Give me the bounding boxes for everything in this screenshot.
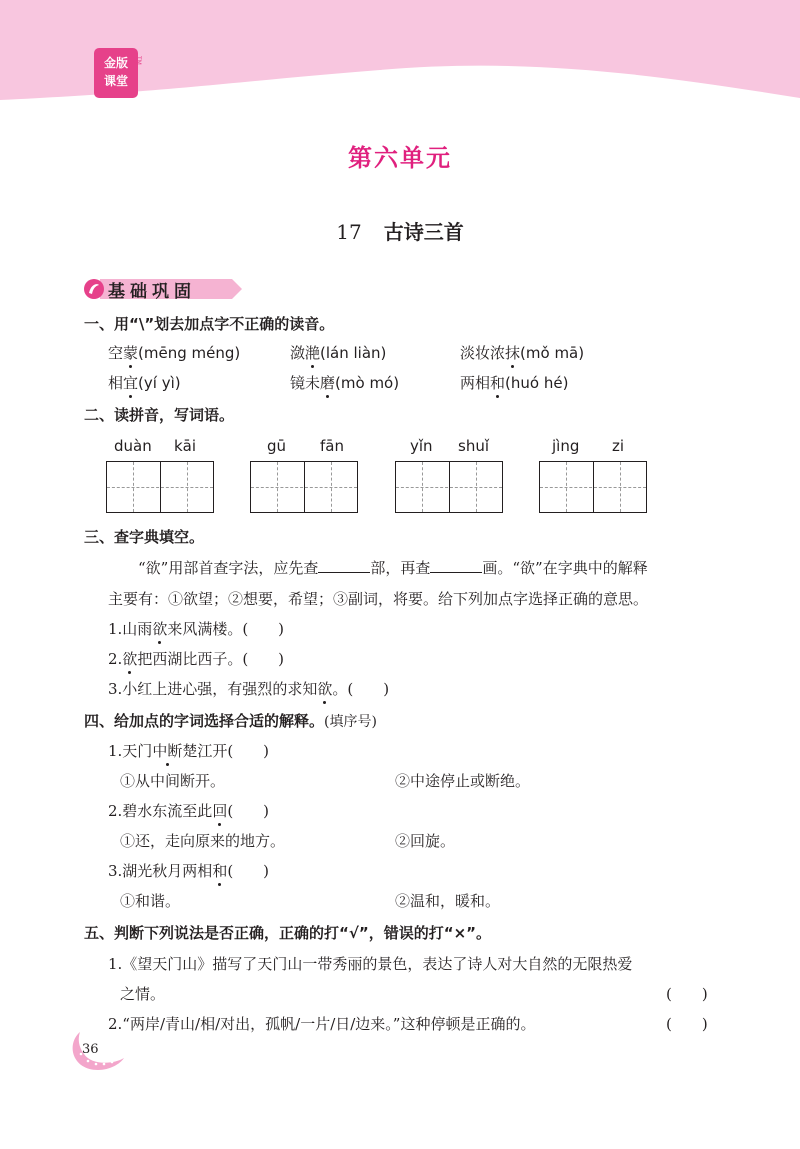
q4-item-3-option-2: ②温和，暖和。: [395, 892, 501, 910]
q2-pinyin-2a: gū: [267, 437, 287, 455]
lesson-name: 古诗三首: [383, 220, 464, 244]
q1-item-2: 潋滟(lán liàn): [290, 344, 387, 362]
q2-pinyin-3b: shuǐ: [458, 437, 489, 455]
q3-paragraph-line1: “欲”用部首查字法，应先查 部，再查 画。“欲”在字典中的解释: [138, 559, 648, 577]
q5-item-2-answer[interactable]: ( ): [666, 1015, 708, 1033]
q4-item-2-option-1: ①还，走向原来的地方。: [120, 832, 286, 850]
q3-blank-radical[interactable]: [318, 558, 370, 573]
q1-item-4: 相宜(yí yì): [108, 374, 181, 392]
unit-title: 第六单元: [348, 144, 452, 172]
q1-item-1: 空蒙(mēng méng): [108, 344, 241, 362]
publisher-logo: 金版 课堂 TM: [94, 48, 138, 98]
q4-item-1-option-2: ②中途停止或断绝。: [395, 772, 531, 790]
q5-title: 五、判断下列说法是否正确，正确的打“√”，错误的打“×”。: [84, 924, 492, 942]
q2-pinyin-4a: jìng: [552, 437, 580, 455]
q5-item-1-line2: 之情。: [120, 985, 166, 1003]
q3-item-1: 1.山雨欲来风满楼。( ): [108, 620, 285, 638]
q5-item-2: 2.“两岸/青山/相/对出，孤帆/一片/日/边来。”这种停顿是正确的。: [108, 1015, 536, 1033]
q3-title: 三、查字典填空。: [84, 528, 205, 546]
q2-pinyin-4b: zi: [612, 437, 625, 455]
q4-item-1-option-1: ①从中间断开。: [120, 772, 226, 790]
q3-paragraph-line2: 主要有：①欲望；②想要，希望；③副词，将要。给下列加点字选择正确的意思。: [108, 590, 649, 608]
q4-item-2: 2.碧水东流至此回( ): [108, 802, 270, 820]
lesson-number: 17: [336, 220, 362, 244]
q2-answer-grid-2[interactable]: [250, 461, 358, 513]
q2-pinyin-1a: duàn: [114, 437, 152, 455]
q3-blank-strokes[interactable]: [430, 558, 482, 573]
q3-item-2: 2.欲把西湖比西子。( ): [108, 650, 285, 668]
section-tag-label: 基础巩固: [108, 282, 196, 302]
q2-answer-grid-4[interactable]: [539, 461, 647, 513]
q5-item-1-answer[interactable]: ( ): [666, 985, 708, 1003]
section-tag: [82, 276, 242, 302]
q2-title: 二、读拼音，写词语。: [84, 406, 235, 424]
q1-item-3: 淡妆浓抹(mǒ mā): [460, 344, 585, 362]
q2-answer-grid-1[interactable]: [106, 461, 214, 513]
q4-item-2-option-2: ②回旋。: [395, 832, 456, 850]
q2-answer-grid-3[interactable]: [395, 461, 503, 513]
lesson-title: [0, 216, 800, 245]
q4-item-3: 3.湖光秋月两相和( ): [108, 862, 270, 880]
q1-item-5: 镜未磨(mò mó): [290, 374, 400, 392]
q4-item-3-option-1: ①和谐。: [120, 892, 181, 910]
q1-item-6: 两相和(huó hé): [460, 374, 569, 392]
q1-title: 一、用“\”划去加点字不正确的读音。: [84, 315, 335, 333]
q3-item-3: 3.小红上进心强，有强烈的求知欲。( ): [108, 680, 390, 698]
q2-pinyin-2b: fān: [320, 437, 344, 455]
page-number: 36: [82, 1042, 99, 1057]
q2-pinyin-1b: kāi: [174, 437, 197, 455]
q4-item-1: 1.天门中断楚江开( ): [108, 742, 270, 760]
q4-title: 四、给加点的字词选择合适的解释。(填序号): [84, 712, 377, 730]
q5-item-1-line1: 1.《望天门山》描写了天门山一带秀丽的景色，表达了诗人对大自然的无限热爱: [108, 955, 633, 973]
q2-pinyin-3a: yǐn: [410, 437, 433, 455]
